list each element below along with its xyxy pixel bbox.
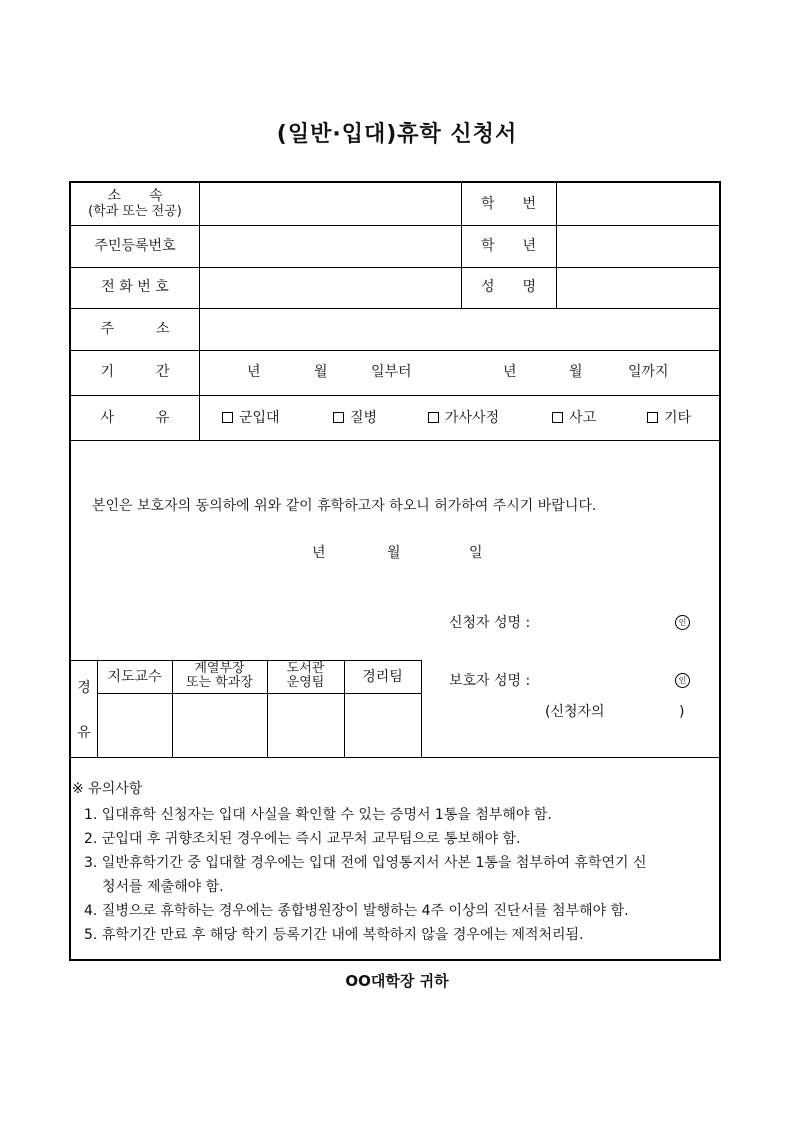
affiliation-label: 소 속 <box>107 188 163 204</box>
approval-col-advisor: 지도교수 <box>107 669 162 685</box>
relation-label: (신청자의 <box>545 704 605 720</box>
approval-sign-advisor[interactable] <box>98 694 171 756</box>
resident-no-label: 주민등록번호 <box>94 238 176 254</box>
statement-text: 본인은 보호자의 동의하에 위와 같이 휴학하고자 하오니 허가하여 주시기 바랍니다. <box>92 498 597 514</box>
checkbox-icon <box>428 412 439 423</box>
note-item: 5. 휴학기간 만료 후 해당 학기 등록기간 내에 복학하지 않을 경우에는 제적처리됨. <box>84 927 584 943</box>
note-item: 1. 입대휴학 신청자는 입대 사실을 확인할 수 있는 증명서 1통을 첨부해야 함. <box>84 807 552 823</box>
year-field[interactable] <box>557 226 719 266</box>
affiliation-sublabel: (학과 또는 전공) <box>88 204 182 219</box>
notes-header: ※ 유의사항 <box>72 781 143 797</box>
date-month: 월 <box>387 545 401 561</box>
guardian-sign-label: 보호자 성명 : <box>449 673 531 689</box>
approval-sign-dept-head[interactable] <box>173 694 266 756</box>
reason-other-checkbox[interactable]: 기타 <box>647 410 691 426</box>
approval-sign-library[interactable] <box>268 694 343 756</box>
applicant-sign-field[interactable] <box>551 611 669 633</box>
reason-military-checkbox[interactable]: 군입대 <box>222 410 280 426</box>
reason-illness-checkbox[interactable]: 질병 <box>333 410 377 426</box>
date-day: 일 <box>469 545 483 561</box>
reason-label: 사 유 <box>100 410 170 426</box>
relation-close: ) <box>679 704 685 720</box>
note-item: 2. 군입대 후 귀향조치된 경우에는 즉시 교무처 교무팀으로 통보해야 함. <box>84 831 521 847</box>
period-label: 기 간 <box>100 364 170 380</box>
period-from-year: 년 <box>247 364 261 380</box>
guardian-sign-field[interactable] <box>551 669 669 691</box>
name-label: 성 명 <box>480 279 537 295</box>
applicant-sign-label: 신청자 성명 : <box>449 615 531 631</box>
phone-field[interactable] <box>200 268 460 307</box>
address-label: 주 소 <box>100 321 170 337</box>
period-from-month: 월 <box>314 364 328 380</box>
period-to-month: 월 <box>569 364 583 380</box>
period-to-day: 일까지 <box>628 364 669 380</box>
approval-side-label-2: 유 <box>77 725 91 741</box>
affiliation-field[interactable] <box>200 184 460 224</box>
checkbox-icon <box>222 412 233 423</box>
seal-icon: 인 <box>675 673 690 688</box>
phone-label: 전 화 번 호 <box>101 279 169 295</box>
approval-col-library: 도서관 운영팀 <box>286 661 325 690</box>
checkbox-icon <box>647 412 658 423</box>
reason-family-checkbox[interactable]: 가사사정 <box>428 410 499 426</box>
period-from-day: 일부터 <box>371 364 412 380</box>
approval-col-accounting: 경리팀 <box>362 669 403 685</box>
name-field[interactable] <box>557 268 719 307</box>
year-label: 학 년 <box>480 238 537 254</box>
address-field[interactable] <box>200 309 720 349</box>
student-id-label: 학 번 <box>480 196 537 212</box>
approval-sign-accounting[interactable] <box>345 694 420 756</box>
checkbox-icon <box>552 412 563 423</box>
seal-icon: 인 <box>675 615 690 630</box>
relation-field[interactable] <box>619 701 673 721</box>
reason-accident-checkbox[interactable]: 사고 <box>552 410 596 426</box>
resident-no-field[interactable] <box>200 226 460 266</box>
note-item: 4. 질병으로 휴학하는 경우에는 종합병원장이 발행하는 4주 이상의 진단서를 첨부해야 함. <box>84 903 629 919</box>
approval-col-dept-head: 계열부장 또는 학과장 <box>186 661 253 690</box>
recipient: OO대학장 귀하 <box>345 972 449 990</box>
approval-side-label-1: 경 <box>77 680 91 696</box>
period-to-year: 년 <box>503 364 517 380</box>
student-id-field[interactable] <box>557 184 719 224</box>
note-item: 청서를 제출해야 함. <box>102 879 224 895</box>
checkbox-icon <box>333 412 344 423</box>
date-year: 년 <box>312 545 326 561</box>
form-title: (일반·입대)휴학 신청서 <box>276 122 518 147</box>
note-item: 3. 일반휴학기간 중 입대할 경우에는 입대 전에 입영통지서 사본 1통을 첨부하여 휴학연기 신 <box>84 855 647 871</box>
